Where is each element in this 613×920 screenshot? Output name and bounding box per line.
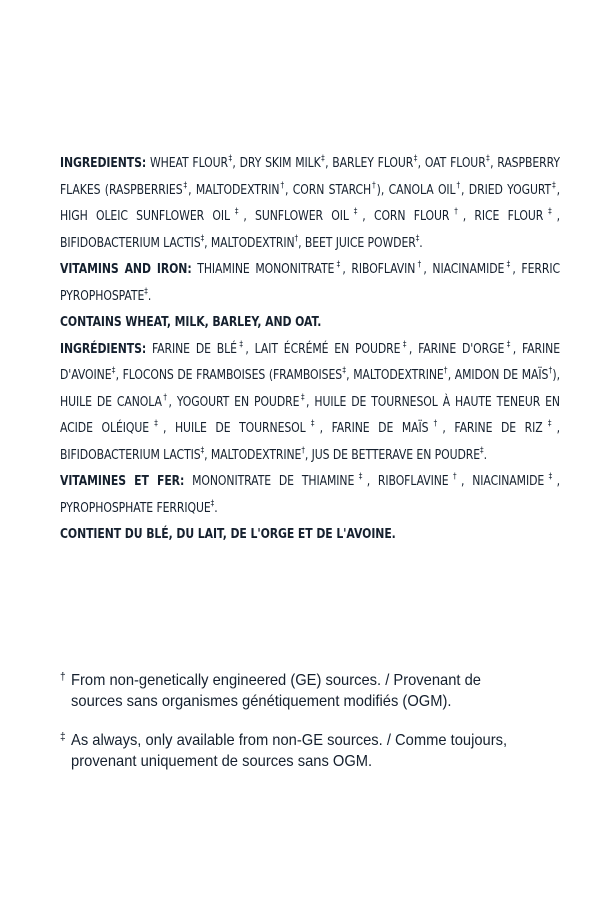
double-dagger-mark: ‡: [348, 207, 363, 217]
double-dagger-mark: ‡: [200, 445, 205, 456]
vitamins-heading-en: VITAMINS AND IRON:: [60, 261, 192, 277]
double-dagger-mark: ‡: [415, 233, 420, 244]
french-ingredients: [60, 336, 560, 469]
dagger-mark: †: [449, 207, 463, 217]
double-dagger-mark: ‡: [504, 339, 513, 350]
ingredient-item: THIAMINE MONONITRATE: [191, 261, 335, 277]
ingredient-item: , CORN STARCH: [285, 181, 372, 198]
english-vitamins: [60, 256, 560, 309]
ingredient-item: MONONITRATE DE THIAMINE: [184, 473, 355, 489]
double-dagger-mark: ‡: [305, 419, 320, 429]
french-vitamins: [60, 468, 560, 521]
dagger-mark: †: [279, 180, 286, 191]
ingredient-item: .: [147, 287, 152, 304]
double-dagger-mark: ‡: [149, 419, 163, 429]
ingredient-item: , FERRIC PYROPHOSPATE: [60, 261, 560, 304]
footnote-text: From non-genetically engineered (GE) sources. / Provenant de sources sans organismes génétiquement modifiés (OGM).: [71, 672, 481, 710]
ingredient-item: , RICE FLOUR: [462, 208, 544, 224]
ingredient-item: , CORN FLOUR: [362, 208, 450, 224]
ingredient-item: , BARLEY FLOUR: [325, 155, 414, 171]
ingredient-item: FARINE DE BLÉ: [146, 340, 237, 357]
double-dagger-mark: ‡: [230, 207, 244, 217]
ingredient-item: , MALTODEXTRINE: [204, 446, 302, 463]
ingredient-item: , BIFIDOBACTERIUM LACTIS: [60, 208, 561, 251]
double-dagger-mark: ‡: [542, 419, 557, 429]
double-dagger-mark: ‡: [413, 154, 418, 164]
ingredient-item: , YOGOURT EN POUDRE: [168, 393, 300, 410]
footnote-text: As always, only available from non-GE sources. / Comme toujours, provenant uniquement de sources sans OGM.: [71, 732, 508, 770]
ingredients-heading-fr: INGRÉDIENTS:: [60, 340, 147, 357]
ingredient-item: , BIFIDOBACTERIUM LACTIS: [60, 420, 560, 463]
dagger-mark: †: [371, 180, 377, 191]
dagger-mark: †: [60, 671, 66, 683]
ingredient-item: , SUNFLOWER OIL: [243, 208, 349, 224]
ingredient-item: , NIACINAMIDE: [461, 473, 545, 489]
double-dagger-mark: ‡: [342, 366, 347, 376]
ingredient-item: , HUILE DE TOURNESOL: [162, 420, 306, 436]
dagger-mark: †: [443, 366, 448, 376]
footnote-dagger: [60, 670, 520, 712]
double-dagger-mark: ‡: [485, 154, 491, 164]
ingredient-item: .: [419, 234, 423, 251]
ingredient-item: , RASPBERRY FLAKES (RASPBERRIES: [60, 155, 560, 198]
ingredient-item: , PYROPHOSPHATE FERRIQUE: [60, 473, 561, 516]
double-dagger-mark: ‡: [543, 207, 557, 217]
ingredient-item: WHEAT FLOUR: [146, 155, 229, 171]
dagger-mark: †: [548, 366, 553, 376]
double-dagger-mark: ‡: [236, 339, 246, 350]
ingredient-item: , LAIT ÉCRÉMÉ EN POUDRE: [245, 340, 401, 357]
allergen-statement-fr: CONTIENT DU BLÉ, DU LAIT, DE L'ORGE ET DE L'AVOINE.: [60, 526, 396, 542]
ingredient-item: , MALTODEXTRIN: [188, 181, 280, 198]
ingredient-list-fr: [60, 341, 560, 463]
ingredient-item: , MALTODEXTRIN: [204, 234, 295, 251]
ingredient-item: , AMIDON DE MAÏS: [447, 367, 549, 383]
ingredient-item: , DRIED YOGURT: [461, 181, 552, 198]
double-dagger-mark: ‡: [210, 498, 215, 509]
double-dagger-mark: ‡: [400, 339, 409, 350]
double-dagger-mark: ‡: [320, 154, 326, 164]
double-dagger-mark: ‡: [504, 260, 513, 270]
double-dagger-mark: ‡: [354, 472, 367, 482]
ingredient-item: , HIGH OLEIC SUNFLOWER OIL: [60, 181, 560, 224]
ingredient-block: [60, 150, 560, 548]
ingredient-item: ), CANOLA OIL: [376, 181, 456, 198]
ingredient-item: , FARINE D'AVOINE: [60, 340, 560, 383]
ingredient-item: , MALTODEXTRINE: [346, 367, 444, 383]
double-dagger-mark: ‡: [60, 731, 66, 743]
ingredient-item: , RIBOFLAVIN: [342, 261, 416, 277]
dagger-mark: †: [301, 445, 305, 456]
ingredient-item: , FARINE DE RIZ: [442, 420, 543, 436]
double-dagger-mark: ‡: [111, 366, 116, 376]
vitamins-heading-fr: VITAMINES ET FER:: [60, 473, 185, 489]
ingredient-item: , BEET JUICE POWDER: [298, 234, 416, 251]
double-dagger-mark: ‡: [299, 392, 307, 403]
dagger-mark: †: [161, 392, 169, 403]
allergen-statement-en: CONTAINS WHEAT, MILK, BARLEY, AND OAT.: [60, 314, 322, 330]
ingredient-item: , HUILE DE TOURNESOL À HAUTE TENEUR EN ACIDE OLÉIQUE: [60, 393, 560, 436]
ingredient-item: , FARINE DE MAÏS: [319, 420, 429, 436]
english-ingredients: [60, 150, 560, 256]
ingredient-item: , FARINE D'ORGE: [408, 340, 505, 357]
double-dagger-mark: ‡: [228, 154, 233, 164]
double-dagger-mark: ‡: [200, 233, 205, 244]
footnote-double-dagger: [60, 730, 520, 772]
double-dagger-mark: ‡: [480, 445, 484, 456]
dagger-mark: †: [415, 260, 424, 270]
ingredient-item: , OAT FLOUR: [417, 155, 486, 171]
ingredient-item: , JUS DE BETTERAVE EN POUDRE: [304, 446, 481, 463]
footnotes: [60, 670, 520, 790]
ingredient-item: ), HUILE DE CANOLA: [60, 367, 560, 410]
double-dagger-mark: ‡: [544, 472, 557, 482]
double-dagger-mark: ‡: [144, 286, 148, 297]
ingredient-item: , DRY SKIM MILK: [232, 155, 321, 171]
ingredient-item: , NIACINAMIDE: [423, 261, 505, 277]
dagger-mark: †: [448, 472, 462, 482]
double-dagger-mark: ‡: [334, 260, 343, 270]
dagger-mark: †: [428, 419, 443, 429]
double-dagger-mark: ‡: [182, 180, 189, 191]
dagger-mark: †: [455, 180, 462, 191]
dagger-mark: †: [294, 233, 299, 244]
ingredient-item: .: [483, 446, 487, 463]
double-dagger-mark: ‡: [551, 180, 557, 191]
ingredients-heading-en: INGREDIENTS:: [60, 155, 147, 171]
ingredient-item: .: [214, 499, 218, 516]
ingredient-item: , RIBOFLAVINE: [366, 473, 449, 489]
ingredient-item: , FLOCONS DE FRAMBOISES (FRAMBOISES: [115, 367, 343, 383]
